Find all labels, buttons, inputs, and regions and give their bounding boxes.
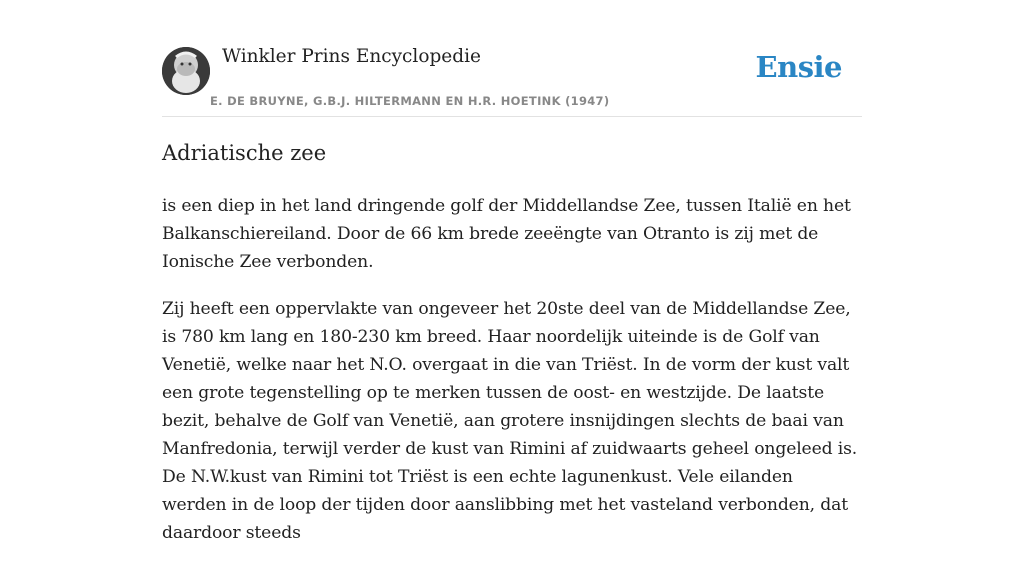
article-body (162, 192, 862, 566)
article-paragraph: is een diep in het land dringende golf der Middellandse Zee, tussen Italië en het Balkanschiereiland. Door de 66 km brede zeeëngte van Otranto is zij met de Ionische Zee verbonden. (162, 196, 851, 272)
authors-line: E. DE BRUYNE, G.B.J. HILTERMANN EN H.R. HOETINK (1947) (210, 94, 610, 108)
brand-logo[interactable]: Ensie (755, 50, 842, 84)
author-avatar-icon[interactable] (162, 47, 210, 95)
source-title[interactable]: Winkler Prins Encyclopedie (222, 46, 481, 67)
article-paragraph: Zij heeft een oppervlakte van ongeveer het 20ste deel van de Middellandse Zee, is 780 km lang en 180-230 km breed. Haar noordelijk uiteinde is de Golf van Venetië, welke naar het N.O. overgaat in die van Triëst. In de vorm der kust valt een grote tegenstelling op te merken tussen de oost- en westzijde. De laatste bezit, behalve de Golf van Venetië, aan grotere insnijdingen slechts de baai van Manfredonia, terwijl verder de kust van Rimini af zuidwaarts geheel ongeleed is. De N.W.kust van Rimini tot Triëst is een echte lagunenkust. Vele eilanden werden in de loop der tijden door aanslibbing met het vasteland verbonden, dat daardoor steeds (162, 299, 858, 543)
article-title: Adriatische zee (162, 141, 327, 165)
source-header (162, 0, 862, 117)
page-container (162, 0, 862, 543)
